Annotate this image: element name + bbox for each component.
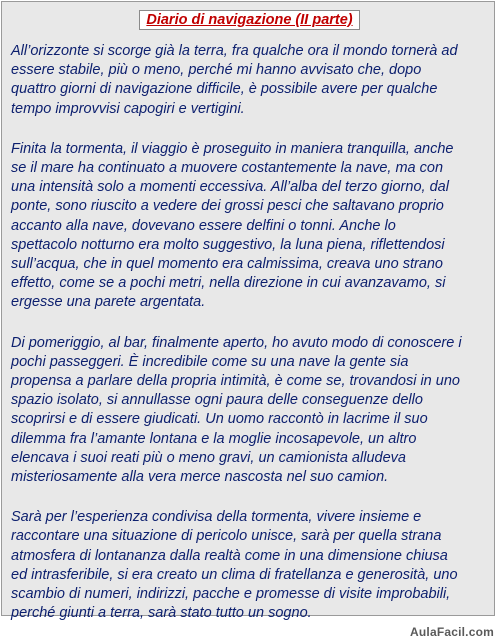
text-line: una intensità solo a momenti eccessiva. All’alba del terzo giorno, dal <box>11 179 449 196</box>
text-line: essere stabile, più o meno, perché mi hanno avvisato che, dopo <box>11 62 422 79</box>
text-line: misteriosamente alla vera merce nascosta nel suo camion. <box>11 469 389 486</box>
text-line: elencava i suoi reati più o meno gravi, un camionista alludeva <box>11 449 406 466</box>
aulafacil-watermark: AulaFacil.com <box>410 625 494 639</box>
text-line: perché giunti a terra, sarà stato tutto un sogno. <box>11 605 312 622</box>
text-line: spettacolo notturno era molto suggestivo, la luna piena, riflettendosi <box>11 236 445 253</box>
text-line: All’orizzonte si scorge già la terra, fra qualche ora il mondo tornerà ad <box>11 43 458 59</box>
text-line: raccontare una situazione di pericolo unisce, sarà per quella strana <box>11 528 442 545</box>
text-line: effetto, come se a pochi metri, nella direzione in cui avanzavamo, si <box>11 275 446 292</box>
text-line: atmosfera di lontananza dalla realtà come in una dimensione chiusa <box>11 547 448 564</box>
text-line: se il mare ha continuato a muovere costantemente la nave, ma con <box>11 160 444 177</box>
document-body <box>11 42 489 644</box>
text-line: Di pomeriggio, al bar, finalmente aperto, ho avuto modo di conoscere i <box>11 334 462 351</box>
text-line: spazio isolato, si annullasse ogni paura delle conseguenze dello <box>11 392 423 409</box>
text-line: dilemma fra l’amante lontana e la moglie incosapevole, un altro <box>11 430 417 447</box>
paragraph-1 <box>11 42 489 119</box>
text-line: scoprirsi e di essere giudicati. Un uomo raccontò in lacrime il suo <box>11 411 428 428</box>
text-line: propensa a parlare della propria intimità, è come se, trovandosi in uno <box>11 373 460 390</box>
text-line: ergesse una parete argentata. <box>11 294 206 311</box>
title-box <box>139 10 360 30</box>
text-line: scambio di numeri, indirizzi, pacche e promesse di visite improbabili, <box>11 586 451 603</box>
text-line: ed intrasferibile, si era creato un clima di fratellanza e generosità, uno <box>11 566 458 583</box>
text-line: sull’acqua, che in quel momento era calmissima, creava uno strano <box>11 256 443 273</box>
document-title: Diario di navigazione (II parte) <box>146 12 353 28</box>
text-line: Sarà per l’esperienza condivisa della tormenta, vivere insieme e <box>11 509 422 526</box>
text-line: tempo improvvisi capogiri e vertigini. <box>11 100 245 117</box>
text-line: quattro giorni di navigazione difficile, è possibile avere per qualche <box>11 81 438 98</box>
paragraph-2 <box>11 140 489 313</box>
paragraph-3 <box>11 334 489 488</box>
text-line: accanto alla nave, dovevano essere delfini o tonni. Anche lo <box>11 217 396 234</box>
text-line: ponte, sono riuscito a vedere dei grossi pesci che saltavano proprio <box>11 198 444 215</box>
paragraph-4 <box>11 508 489 623</box>
text-line: pochi passeggeri. È incredibile come su una nave la gente sia <box>11 353 409 370</box>
text-line: Finita la tormenta, il viaggio è proseguito in maniera tranquilla, anche <box>11 140 454 157</box>
